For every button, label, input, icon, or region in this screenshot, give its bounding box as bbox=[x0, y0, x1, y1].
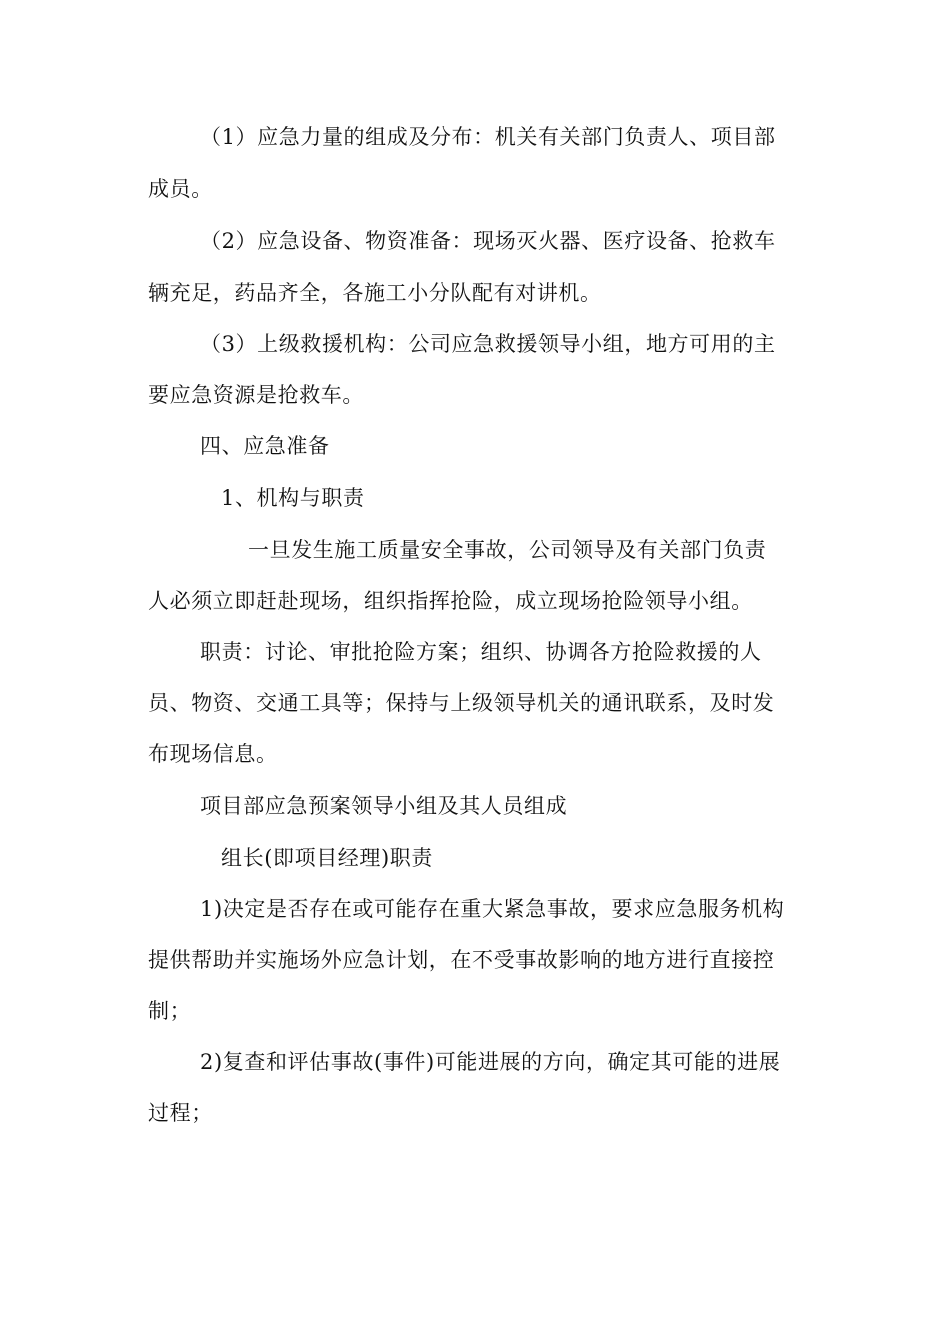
p8-line3: 制； bbox=[148, 999, 192, 1023]
p1-line1: （1）应急力量的组成及分布：机关有关部门负责人、项目部 bbox=[200, 125, 776, 149]
p3-line2: 要应急资源是抢救车。 bbox=[148, 383, 364, 407]
p7-line: 组长(即项目经理)职责 bbox=[221, 846, 433, 870]
p9-line1: 2)复查和评估事故(事件)可能进展的方向，确定其可能的进展 bbox=[200, 1050, 781, 1074]
p8-line1: 1)决定是否存在或可能存在重大紧急事故，要求应急服务机构 bbox=[200, 897, 785, 921]
p6-line: 项目部应急预案领导小组及其人员组成 bbox=[200, 794, 568, 818]
p5-line2: 员、物资、交通工具等；保持与上级领导机关的通讯联系，及时发 bbox=[148, 691, 775, 715]
p2-line1: （2）应急设备、物资准备：现场灭火器、医疗设备、抢救车 bbox=[200, 229, 776, 253]
section-heading: 四、应急准备 bbox=[200, 434, 330, 458]
p5-line3: 布现场信息。 bbox=[148, 742, 278, 766]
p9-line2: 过程； bbox=[148, 1101, 213, 1125]
p5-line1: 职责：讨论、审批抢险方案；组织、协调各方抢险救援的人 bbox=[200, 640, 762, 664]
p3-line1: （3）上级救援机构：公司应急救援领导小组，地方可用的主 bbox=[200, 332, 776, 356]
subsection-heading: 1、机构与职责 bbox=[221, 486, 365, 510]
p4-line2: 人必须立即赶赴现场，组织指挥抢险，成立现场抢险领导小组。 bbox=[148, 589, 753, 613]
p8-line2: 提供帮助并实施场外应急计划，在不受事故影响的地方进行直接控 bbox=[148, 948, 775, 972]
p2-line2: 辆充足，药品齐全，各施工小分队配有对讲机。 bbox=[148, 281, 602, 305]
p1-line2: 成员。 bbox=[148, 177, 213, 201]
p4-line1: 一旦发生施工质量安全事故，公司领导及有关部门负责 bbox=[248, 538, 767, 562]
